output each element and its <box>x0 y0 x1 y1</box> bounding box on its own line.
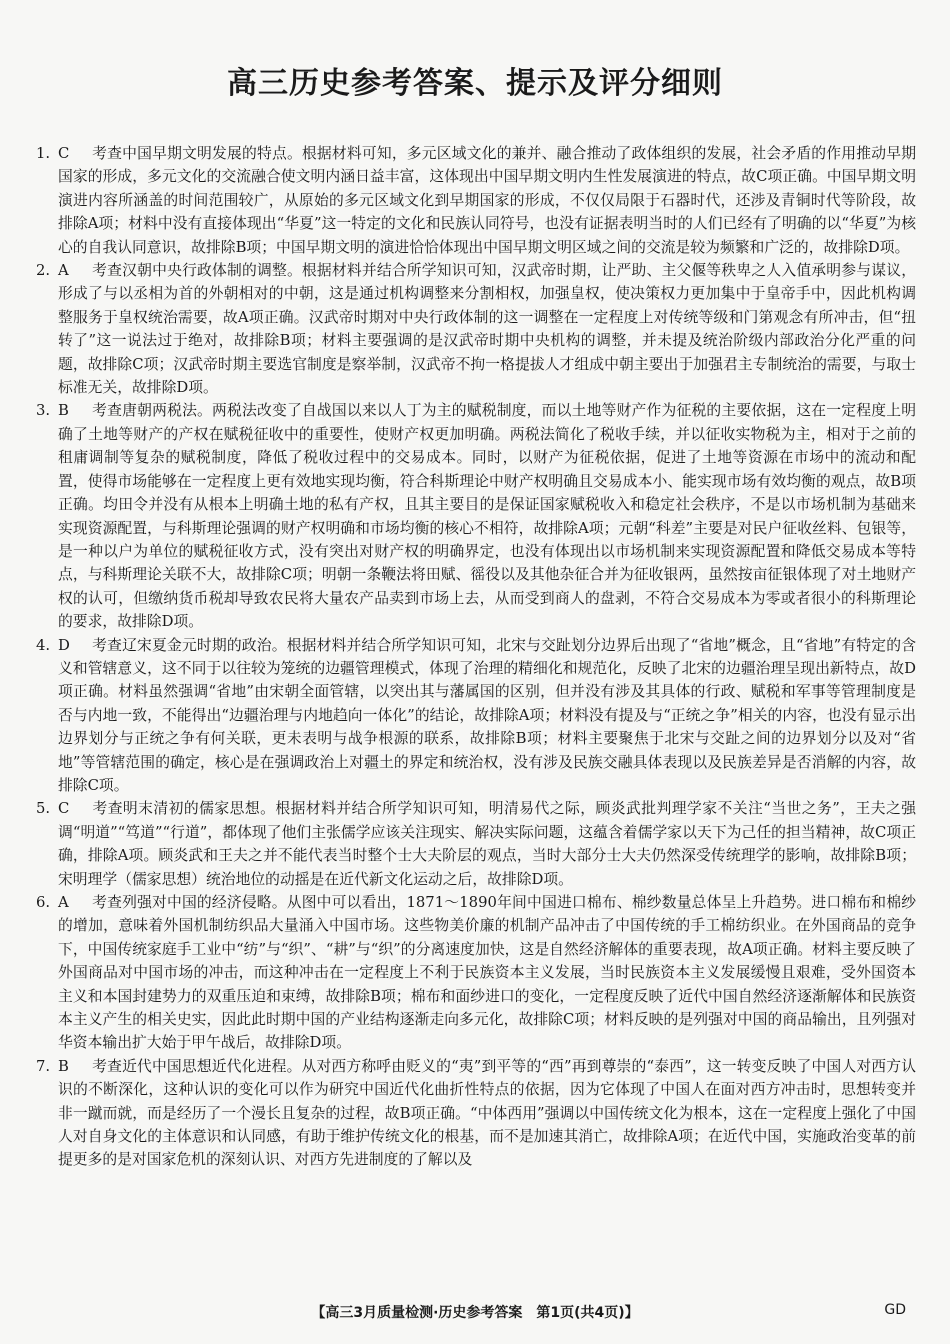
item-number: 6. <box>36 894 51 911</box>
item-number: 1. <box>36 145 51 162</box>
page-title: 高三历史参考答案、提示及评分细则 <box>227 66 723 101</box>
item-number: 7. <box>36 1057 51 1075</box>
item-explanation: 考查近代中国思想近代化进程。从对西方称呼由贬义的“夷”到平等的“西”再到尊崇的“泰西”，这一转变反映了中国人对西方认识的不断深化，这种认识的变化可以作为研究中国近代化曲折性特点的依据，因为它体现了中国人在面对西方冲击时，思想转变并非一蹴而就，而是经历了一个漫长且复杂的过程，故B项正确。“中体西用”强调以中国传统文化为根本，这在一定程度上强化了中国人对自身文化的主体意识和认同感，有助于维护传统文化的根基，而不是加速其消亡，故排除A项；在近代中国，实施政治变革的前提更多的是对国家危机的深刻认识、对西方先进制度的了解以及 <box>58 1057 916 1169</box>
page-footer: 【高三3月质量检测·历史参考答案 第1页(共4页)】 <box>311 1305 639 1321</box>
item-explanation: 考查列强对中国的经济侵略。从图中可以看出，1871～1890年间中国进口棉布、棉纱数量总体呈上升趋势。进口棉布和棉纱的增加，意味着外国机制纺织品大量涌入中国市场。这些物美价廉的机制产品冲击了中国传统的手工棉纺织业。在外国商品的竞争下，中国传统家庭手工业中“纺”与“织”、“耕”与“织”的分离速度加快，这是自然经济解体的重要表现，故A项正确。材料主要反映了外国商品对中国市场的冲击，而这种冲击在一定程度上不利于民族资本主义发展，当时民族资本主义发展缓慢且艰难，受外国资本主义和本国封建势力的双重压迫和束缚，故排除B项；棉布和面纱进口的变化，一定程度反映了近代中国自然经济逐渐解体和民族资本主义产生的相关史实，因此此时期中国的产业结构逐渐走向多元化，故排除C项；材料反映的是列强对中国的商品输出，且列强对华资本输出扩大始于甲午战后，故排除D项。 <box>58 894 916 1052</box>
item-explanation: 考查中国早期文明发展的特点。根据材料可知，多元区域文化的兼并、融合推动了政体组织的发展，社会矛盾的作用推动早期国家的形成，多元文化的交流融合使文明内涵日益丰富，这体现出中国早期文明内生性发展演进的特点，故C项正确。中国早期文明演进内容所涵盖的时间范围较广，从原始的多元区域文化到早期国家的形成，不仅仅局限于石器时代，还涉及青铜时代等阶段，故排除A项；材料中没有直接体现出“华夏”这一特定的文化和民族认同符号，也没有证据表明当时的人们已经有了明确的以“华夏”为核心的自我认同意识，故排除B项；中国早期文明的演进恰恰体现出中国早期文明区域之间的交流是较为频繁和广泛的，故排除D项。 <box>58 145 916 256</box>
answer-item-2 <box>36 259 916 399</box>
item-number: 5. <box>36 800 51 818</box>
answer-list <box>36 142 916 1172</box>
item-number: 2. <box>36 262 51 280</box>
item-answer: C <box>58 145 70 162</box>
answer-item-5 <box>36 797 916 891</box>
item-answer: A <box>58 894 69 911</box>
answer-item-4 <box>36 634 916 798</box>
item-number: 4. <box>36 636 51 654</box>
item-answer: B <box>58 1057 69 1075</box>
item-explanation: 考查明末清初的儒家思想。根据材料并结合所学知识可知，明清易代之际，顾炎武批判理学家不关注“当世之务”，王夫之强调“明道”“笃道”“行道”，都体现了他们主张儒学应该关注现实、解决实际问题，这蕴含着儒学家以天下为己任的担当精神，故C项正确，排除A项。顾炎武和王夫之并不能代表当时整个士大夫阶层的观点，当时大部分士大夫仍然深受传统理学的影响，故排除B项；宋明理学（儒家思想）统治地位的动摇是在近代新文化运动之后，故排除D项。 <box>58 800 916 888</box>
item-number: 3. <box>36 402 51 420</box>
item-answer: A <box>58 262 69 280</box>
answer-item-7 <box>36 1055 916 1172</box>
item-answer: C <box>58 800 70 818</box>
answer-item-3 <box>36 399 916 633</box>
item-explanation: 考查唐朝两税法。两税法改变了自战国以来以人丁为主的赋税制度，而以土地等财产作为征税的主要依据，这在一定程度上明确了土地等财产的产权在赋税征收中的重要性，使财产权更加明确。两税法简化了税收手续，并以征收实物税为主，相对于之前的租庸调制等复杂的赋税制度，降低了税收过程中的交易成本。同时，以财产为征税依据，促进了土地等资源在市场中的流动和配置，使得市场能够在一定程度上更有效地实现均衡，符合科斯理论中财产权明确且交易成本小、能实现市场有效均衡的观点，故B项正确。均田令并没有从根本上明确土地的私有产权，且其主要目的是保证国家赋税收入和稳定社会秩序，不是以市场机制为基础来实现资源配置，与科斯理论强调的财产权明确和市场均衡的核心不相符，故排除A项；元朝“科差”主要是对民户征收丝料、包银等，是一种以户为单位的赋税征收方式，没有突出对财产权的明确界定，也没有体现出以市场机制来实现资源配置和降低交易成本等特点，与科斯理论关联不大，故排除C项；明朝一条鞭法将田赋、徭役以及其他杂征合并为征收银两，虽然按亩征银体现了对土地财产权的认可，但缴纳货币税却导致农民将大量农产品卖到市场上去，从而受到商人的盘剥，不符合交易成本为零或者很小的科斯理论的要求，故排除D项。 <box>58 402 916 631</box>
answer-item-1 <box>36 142 916 259</box>
item-answer: D <box>58 636 70 654</box>
answer-item-6 <box>36 891 916 1055</box>
item-explanation: 考查汉朝中央行政体制的调整。根据材料并结合所学知识可知，汉武帝时期，让严助、主父偃等秩卑之人入值承明参与谋议，形成了与以丞相为首的外朝相对的中朝，这是通过机构调整来分割相权，加强皇权，使决策权力更加集中于皇帝手中，因此机构调整服务于皇权统治需要，故A项正确。汉武帝时期对中央行政体制的这一调整在一定程度上对传统等级和门第观念有所冲击，但“扭转了”这一说法过于绝对，故排除B项；材料主要强调的是汉武帝时期中央机构的调整，并未提及统治阶级内部政治分化严重的问题，故排除C项；汉武帝时期主要选官制度是察举制，汉武帝不拘一格提拔人才组成中朝主要出于加强君主专制统治的需要，与取士标准无关，故排除D项。 <box>58 262 916 397</box>
item-explanation: 考查辽宋夏金元时期的政治。根据材料并结合所学知识可知，北宋与交趾划分边界后出现了“省地”概念，且“省地”有特定的含义和管辖意义，这不同于以往较为笼统的边疆管理模式，体现了治理的精细化和规范化，反映了北宋的边疆治理呈现出新特点，故D项正确。材料虽然强调“省地”由宋朝全面管辖，以突出其与藩属国的区别，但并没有涉及其具体的行政、赋税和军事等管理制度是否与内地一致，不能得出“边疆治理与内地趋向一体化”的结论，故排除A项；材料没有提及与“正统之争”相关的内容，也没有显示出边界划分与正统之争有何关联，更未表明与战争根源的联系，故排除B项；材料主要聚焦于北宋与交趾之间的边界划分以及对“省地”等管辖范围的确定，核心是在强调政治上对疆土的界定和统治权，没有涉及民族交融具体表现以及民族差异是否消解的内容，故排除C项。 <box>58 636 916 794</box>
item-answer: B <box>58 402 69 420</box>
footer-code: GD <box>884 1302 906 1318</box>
